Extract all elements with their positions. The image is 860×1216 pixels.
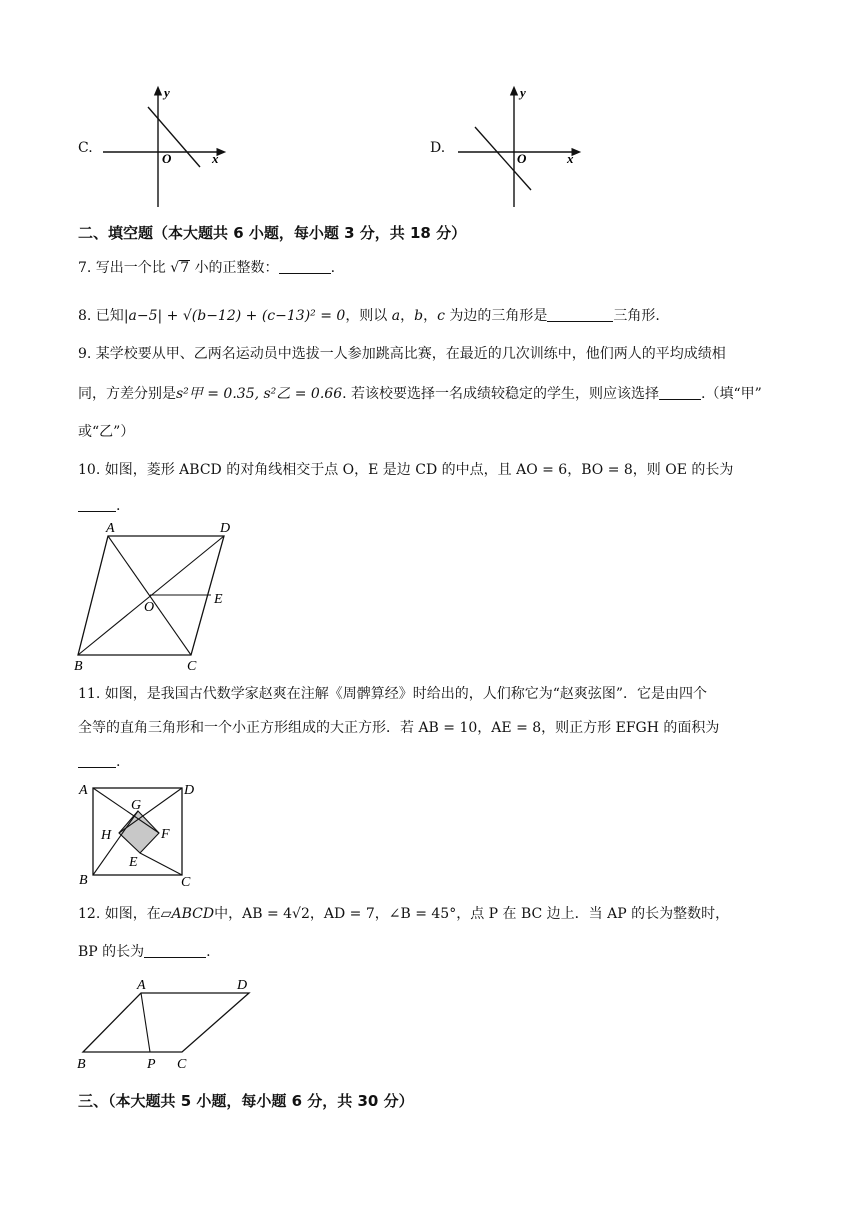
q8-var-b: b [414,308,424,324]
q9-line2-suffix: . 若该校要选择一名成绩较稳定的学生，则应该选择 [342,386,660,402]
q11-end: . [116,754,121,770]
q12-prefix: 12. 如图，在 [78,906,161,922]
q12-line2-end: . [206,944,211,960]
q10-answer-blank[interactable] [78,497,116,512]
q8-prefix: 8. 已知 [78,308,124,324]
label-a: A [137,978,146,993]
q10-end: . [116,498,121,514]
q9-line-3: 或“乙”） [78,424,135,440]
option-c-graph [100,85,230,210]
q7-end: . [330,260,336,276]
section-2-heading: 二、填空题（本大题共 6 小题，每小题 3 分，共 18 分） [78,224,467,242]
q9-formula: s²甲 = 0.35, s²乙 = 0.66 [176,386,343,402]
label-d: D [237,978,248,993]
label-c: C [177,1057,187,1072]
q7-sqrt: √7 [170,260,190,276]
q12-parallelogram: ▱ABCD [160,906,215,922]
q12-line-1 [78,904,729,924]
x-label: x [567,151,574,166]
parallelogram-abcd [83,993,249,1052]
label-g: G [131,798,142,813]
q11-zhaoshuang-figure [75,778,200,890]
q7-suffix: 小的正整数： [194,260,279,276]
q7-prefix: 7. 写出一个比 [78,260,166,276]
q8-suffix-2: 三角形. [613,308,660,324]
label-d: D [184,783,195,798]
label-c: C [181,875,191,890]
question-7 [78,258,335,278]
label-o: O [144,600,155,615]
label-a: A [79,783,88,798]
q9-line2-prefix: 同，方差分别是 [78,386,176,402]
q12-answer-blank[interactable] [144,943,206,958]
label-e: E [214,592,223,607]
q8-middle: ，则以 [345,308,388,324]
label-b: B [74,659,83,673]
q12-line1-mid: 中，AB = 4√2，AD = 7，∠B = 45°，点 P 在 BC 边上．当 AP 的长为整数时， [214,906,730,922]
q12-parallelogram-figure [75,976,265,1072]
q12-line2-prefix: BP 的长为 [78,944,145,960]
q11-answer-line [78,752,120,772]
label-p: P [147,1057,156,1072]
option-d-graph [455,85,585,210]
label-d: D [220,521,231,536]
q7-answer-blank[interactable] [279,259,331,274]
label-f: F [161,827,170,842]
q11-line-1: 11. 如图，是我国古代数学家赵爽在注解《周髀算经》时给出的，人们称它为“赵爽弦图”．它是由四个 [78,686,708,702]
q8-suffix-1: 为边的三角形是 [449,308,548,324]
inner-square-efgh [119,811,159,853]
q8-var-c: c [437,308,445,324]
option-d-label: D. [430,140,446,156]
q9-answer-blank[interactable] [659,385,701,400]
q9-line-1: 9. 某学校要从甲、乙两名运动员中选拔一人参加跳高比赛，在最近的几次训练中，他们两人的平均成绩相 [78,346,726,362]
q7-radicand: 7 [180,260,190,276]
q11-answer-blank[interactable] [78,753,116,768]
question-8: 8. 已知|a−5| + √(b−12) + (c−13)² = 0，则以 a，b，c 为边的三角形是 三角形. [78,308,660,324]
q10-text: 10. 如图，菱形 ABCD 的对角线相交于点 O，E 是边 CD 的中点，且 AO = 6，BO = 8，则 OE 的长为 [78,462,734,478]
y-label: y [164,85,170,100]
label-a: A [106,521,115,536]
label-h: H [101,828,112,843]
q8-expression: |a−5| + √(b−12) + (c−13)² = 0 [123,308,346,324]
origin-label: O [162,151,172,166]
q9-line2-end: .（填“甲” [701,386,762,402]
q12-line-2 [78,942,211,962]
q10-answer-line [78,496,120,516]
q10-rhombus-figure [70,518,250,673]
q9-line-2 [78,384,762,404]
label-b: B [77,1057,86,1072]
x-label: x [212,151,219,166]
origin-label: O [517,151,527,166]
label-e: E [129,855,138,870]
line-graph [148,107,200,167]
option-c-label: C. [78,140,93,156]
y-label: y [520,85,526,100]
q11-line-2: 全等的直角三角形和一个小正方形组成的大正方形．若 AB = 10，AE = 8，则正方形 EFGH 的面积为 [78,720,720,736]
label-c: C [187,659,197,673]
segment-ap [141,993,150,1052]
label-b: B [79,873,88,888]
section-3-heading: 三、（本大题共 5 小题，每小题 6 分，共 30 分） [78,1092,414,1110]
segment-c [140,853,182,875]
q8-var-a: a [391,308,401,324]
q8-answer-blank[interactable] [547,307,613,322]
